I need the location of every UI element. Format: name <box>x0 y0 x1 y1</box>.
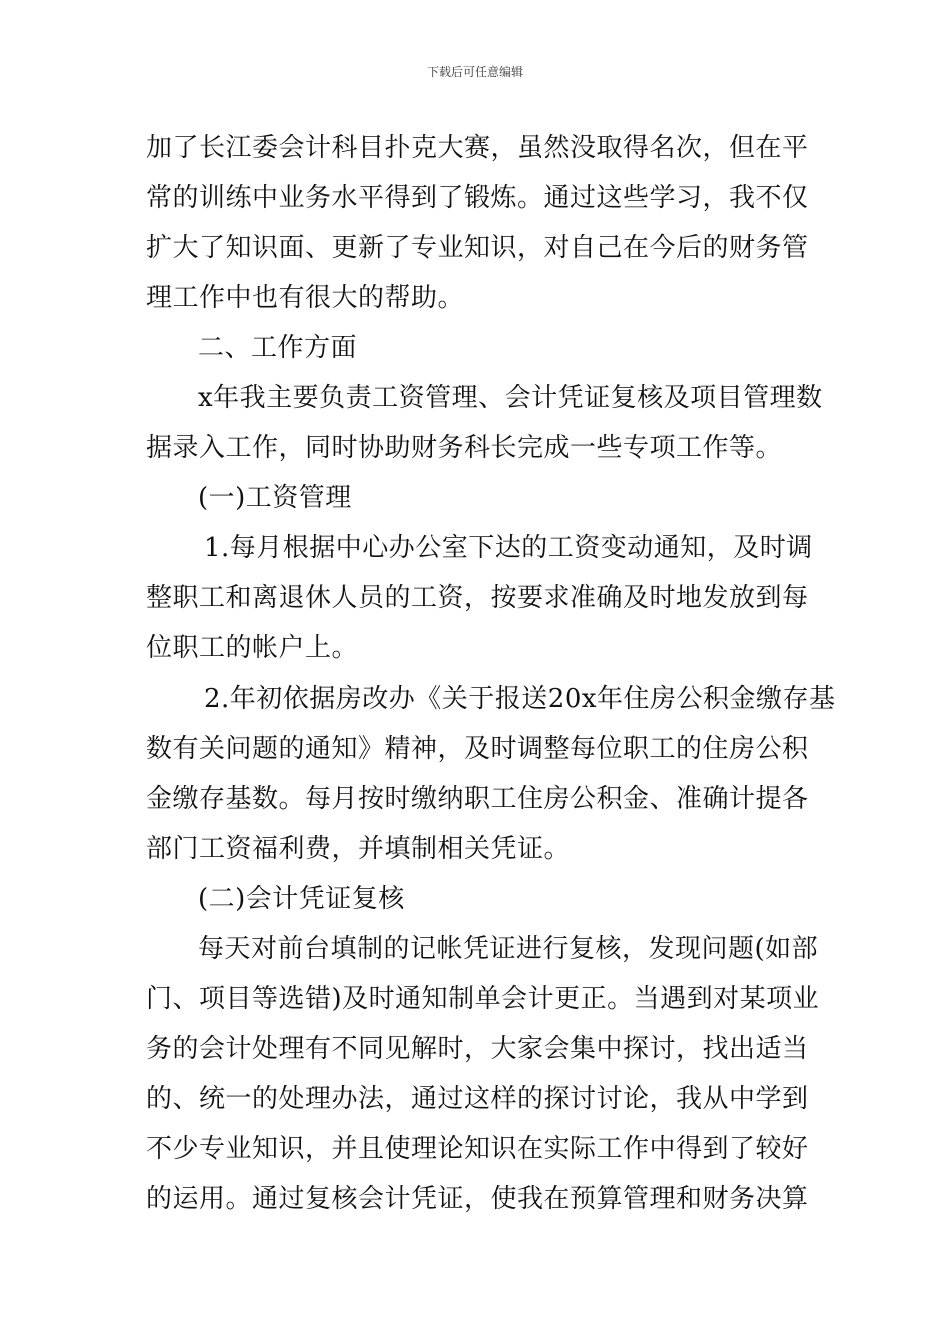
text-line: 不少专业知识，并且使理论知识在实际工作中得到了较好 <box>146 1134 809 1164</box>
text-line: 理工作中也有很大的帮助。 <box>146 283 465 313</box>
subsection-heading: (二)会计凭证复核 <box>198 884 405 914</box>
subsection-heading: (一)工资管理 <box>198 483 352 513</box>
text-line: 扩大了知识面、更新了专业知识，对自己在今后的财务管 <box>146 233 809 263</box>
section-heading: 二、工作方面 <box>198 333 358 363</box>
text-line: 常的训练中业务水平得到了锻炼。通过这些学习，我不仅 <box>146 183 809 213</box>
text-line: 数有关问题的通知》精神，及时调整每位职工的住房公积 <box>146 734 809 764</box>
text-line: 每天对前台填制的记帐凭证进行复核，发现问题(如部 <box>198 934 819 964</box>
text-line: 金缴存基数。每月按时缴纳职工住房公积金、准确计提各 <box>146 784 809 814</box>
text-line: x年我主要负责工资管理、会计凭证复核及项目管理数 <box>198 383 823 413</box>
text-line: 位职工的帐户上。 <box>146 633 359 663</box>
text-line: 整职工和离退休人员的工资，按要求准确及时地发放到每 <box>146 583 809 613</box>
text-line: 据录入工作，同时协助财务科长完成一些专项工作等。 <box>146 433 783 463</box>
text-line: 的运用。通过复核会计凭证，使我在预算管理和财务决算 <box>146 1184 809 1214</box>
text-line: 的、统一的处理办法，通过这样的探讨讨论，我从中学到 <box>146 1084 809 1114</box>
text-line: 1.每月根据中心办公室下达的工资变动通知，及时调 <box>204 533 813 563</box>
text-line: 务的会计处理有不同见解时，大家会集中探讨，找出适当 <box>146 1034 809 1064</box>
text-line: 加了长江委会计科目扑克大赛，虽然没取得名次，但在平 <box>146 133 809 163</box>
text-line: 2.年初依据房改办《关于报送20x年住房公积金缴存基 <box>204 684 836 714</box>
page-header: 下载后可任意编辑 <box>426 65 523 79</box>
text-line: 门、项目等选错)及时通知制单会计更正。当遇到对某项业 <box>146 984 820 1014</box>
text-line: 部门工资福利费，并填制相关凭证。 <box>146 834 571 864</box>
